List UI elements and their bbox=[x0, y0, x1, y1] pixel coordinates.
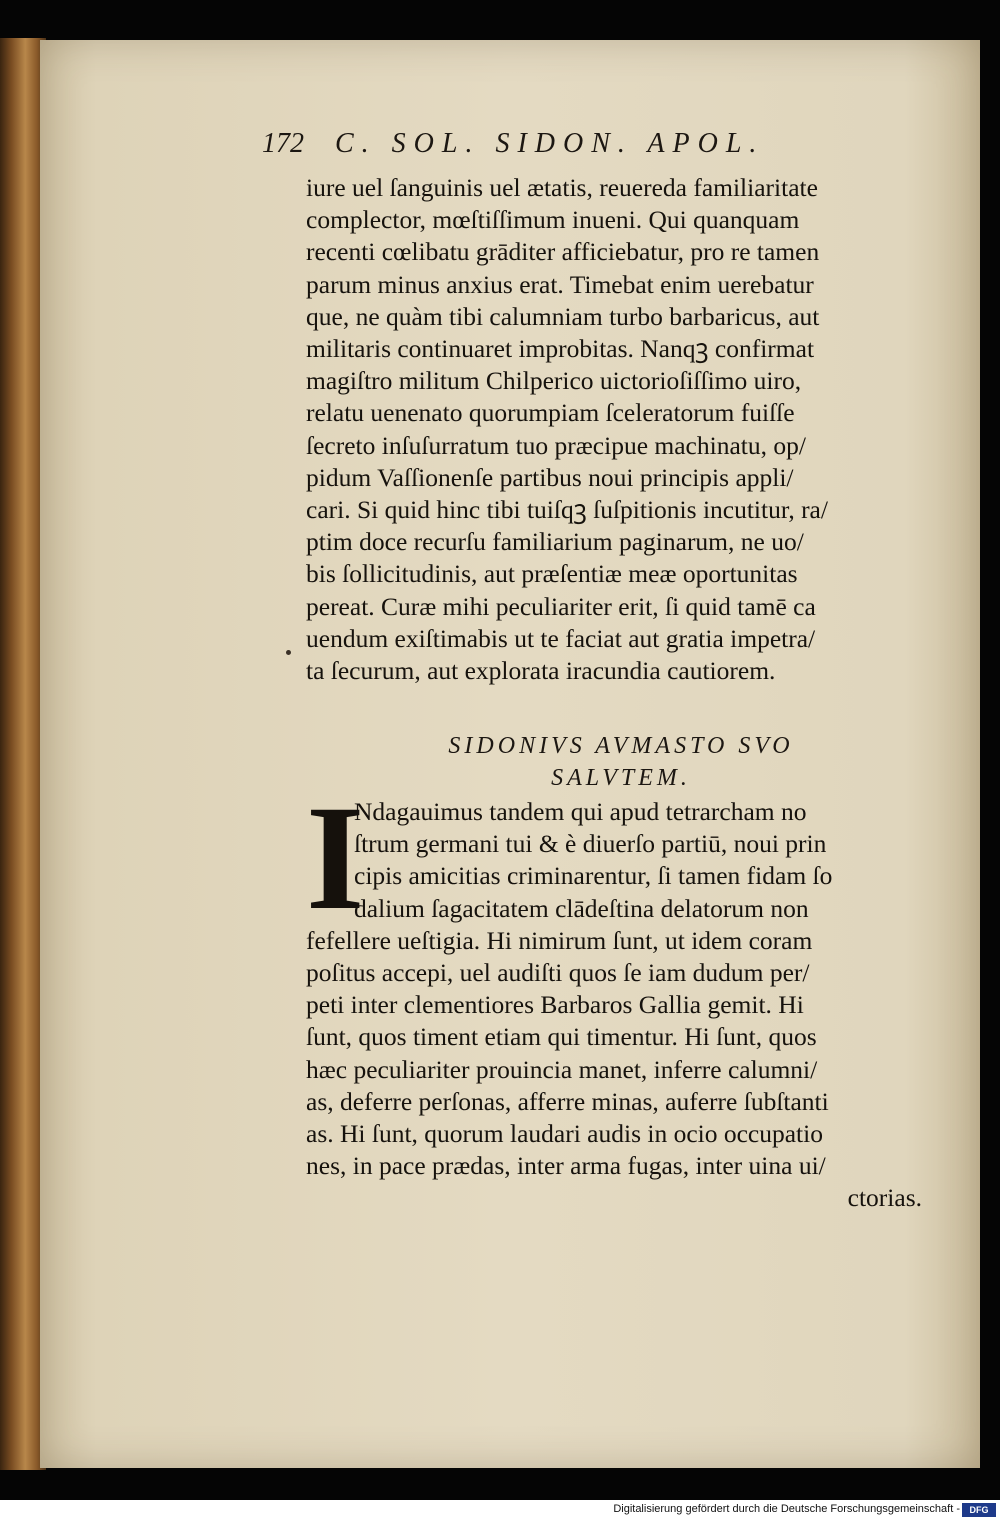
text-line: ta ſecurum, aut explorata iracundia cautiorem. bbox=[306, 656, 776, 686]
text-line: dalium ſagacitatem clādeſtina delatorum non bbox=[354, 893, 809, 923]
text-line: recenti cœlibatu grāditer afficiebatur, pro re tamen bbox=[306, 237, 820, 267]
letter-heading bbox=[306, 730, 936, 794]
text-line: ſecreto inſuſurratum tuo præcipue machinatu, op/ bbox=[306, 430, 806, 460]
text-line: iure uel ſanguinis uel ætatis, reuereda familiaritate bbox=[306, 173, 818, 202]
text-line: relatu uenenato quorumpiam ſceleratorum fuiſſe bbox=[306, 398, 795, 428]
text-line: complector, mœſtiſſimum inueni. Qui quanquam bbox=[306, 205, 800, 235]
text-line: poſitus accepi, uel audiſti quos ſe iam dudum per/ bbox=[306, 958, 810, 988]
text-line: ſunt, quos timent etiam qui timentur. Hi ſunt, quos bbox=[306, 1022, 817, 1052]
text-line: hæc peculiariter prouincia manet, inferre calumni/ bbox=[306, 1054, 818, 1084]
funding-credit: Digitalisierung gefördert durch die Deutsche Forschungsgemeinschaft - bbox=[613, 1503, 960, 1515]
text-line: bis ſollicitudinis, aut præſentiæ meæ oportunitas bbox=[306, 559, 798, 589]
text-line: cipis amicitias criminarentur, ſi tamen fidam ſo bbox=[354, 861, 833, 891]
dfg-logo: DFG bbox=[962, 1503, 996, 1517]
text-line: pidum Vaſſionenſe partibus noui principis appli/ bbox=[306, 462, 794, 492]
text-line: pereat. Curæ mihi peculiariter erit, ſi quid tamē ca bbox=[306, 591, 816, 621]
stray-ink-mark bbox=[286, 650, 291, 655]
text-line: ptim doce recurſu familiarium paginarum, ne uo/ bbox=[306, 527, 804, 557]
text-line: magiſtro militum Chilperico uictorioſiſſimo uiro, bbox=[306, 366, 802, 396]
continuation-text bbox=[306, 172, 936, 687]
text-line: nes, in pace prædas, inter arma fugas, inter uina ui/ bbox=[306, 1151, 826, 1181]
text-line: ſtrum germani tui & è diuerſo partiū, noui prin bbox=[354, 829, 827, 859]
running-title: C. SOL. SIDON. APOL. bbox=[335, 128, 765, 159]
text-line: que, ne quàm tibi calumniam turbo barbaricus, aut bbox=[306, 301, 820, 331]
running-head bbox=[262, 128, 862, 160]
text-line: Ndagauimus tandem qui apud tetrarcham no bbox=[354, 797, 807, 826]
drop-cap-initial: I bbox=[306, 775, 365, 941]
letter-heading-line-1: SIDONIVS AVMASTO SVO bbox=[448, 733, 794, 759]
text-line: parum minus anxius erat. Timebat enim uerebatur bbox=[306, 269, 814, 299]
text-line: cari. Si quid hinc tibi tuiſqꝫ ſuſpitionis incutitur, ra/ bbox=[306, 495, 828, 525]
text-line: militaris continuaret improbitas. Nanqꝫ confirmat bbox=[306, 334, 815, 364]
text-line: peti inter clementiores Barbaros Gallia gemit. Hi bbox=[306, 990, 804, 1020]
text-line: as, deferre perſonas, afferre minas, auferre ſubſtanti bbox=[306, 1086, 829, 1116]
text-line: as. Hi ſunt, quorum laudari audis in ocio occupatio bbox=[306, 1119, 823, 1149]
text-line: fefellere ueſtigia. Hi nimirum ſunt, ut idem coram bbox=[306, 925, 813, 955]
text-line: uendum exiſtimabis ut te faciat aut gratia impetra/ bbox=[306, 623, 816, 653]
page-number: 172 bbox=[262, 128, 304, 159]
letter-heading-line-2: SALVTEM. bbox=[551, 765, 691, 791]
footer-bar bbox=[0, 1500, 1000, 1518]
text-line-last: ctorias. bbox=[847, 1183, 922, 1213]
